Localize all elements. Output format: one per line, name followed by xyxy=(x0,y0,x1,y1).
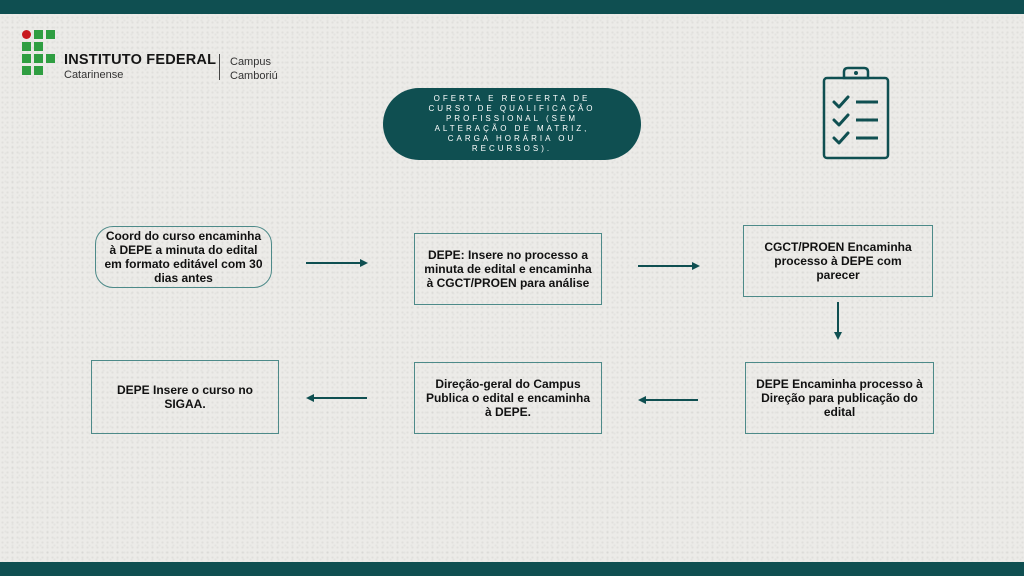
logo-square xyxy=(34,54,43,63)
top-band xyxy=(0,0,1024,14)
step-text-4: DEPE Encaminha processo à Direção para publicação do edital xyxy=(756,377,923,419)
step-text-6: DEPE Insere o curso no SIGAA. xyxy=(116,383,254,411)
step-box-5 xyxy=(414,362,602,434)
step-box-2 xyxy=(414,233,602,305)
logo-square xyxy=(22,66,31,75)
logo-square xyxy=(34,30,43,39)
logo-square xyxy=(46,30,55,39)
step-text-5: Direção-geral do Campus Publica o edital e encaminha à DEPE. xyxy=(425,377,591,419)
step-box-3 xyxy=(743,225,933,297)
logo-campus-name: Camboriú xyxy=(230,70,278,82)
logo-campus-label: Campus xyxy=(230,56,271,68)
logo-square xyxy=(22,42,31,51)
logo-square xyxy=(34,42,43,51)
logo-red-dot xyxy=(22,30,31,39)
header-title-pill xyxy=(383,88,641,160)
step-text-1: Coord do curso encaminha à DEPE a minuta do edital em formato editável com 30 dias antes xyxy=(104,229,263,285)
step-text-2: DEPE: Insere no processo a minuta de edital e encaminha à CGCT/PROEN para análise xyxy=(424,248,592,290)
step-box-4 xyxy=(745,362,934,434)
logo-institution-subtitle: Catarinense xyxy=(64,69,124,81)
step-box-1 xyxy=(95,226,272,288)
institution-logo xyxy=(22,30,292,84)
logo-separator xyxy=(219,54,220,80)
logo-square xyxy=(22,54,31,63)
logo-square xyxy=(34,66,43,75)
header-title: OFERTA E REOFERTA DE CURSO DE QUALIFICAÇÃO PROFISSIONAL (SEM ALTERAÇÃO DE MATRIZ, CARGA HORÁRIA OU RECURSOS). xyxy=(428,94,596,153)
step-text-3: CGCT/PROEN Encaminha processo à DEPE com parecer xyxy=(764,240,912,282)
logo-institution-name: INSTITUTO FEDERAL xyxy=(64,52,217,68)
clipboard-checklist-icon xyxy=(820,66,892,162)
bottom-band xyxy=(0,562,1024,576)
logo-square xyxy=(46,54,55,63)
step-box-6 xyxy=(91,360,279,434)
